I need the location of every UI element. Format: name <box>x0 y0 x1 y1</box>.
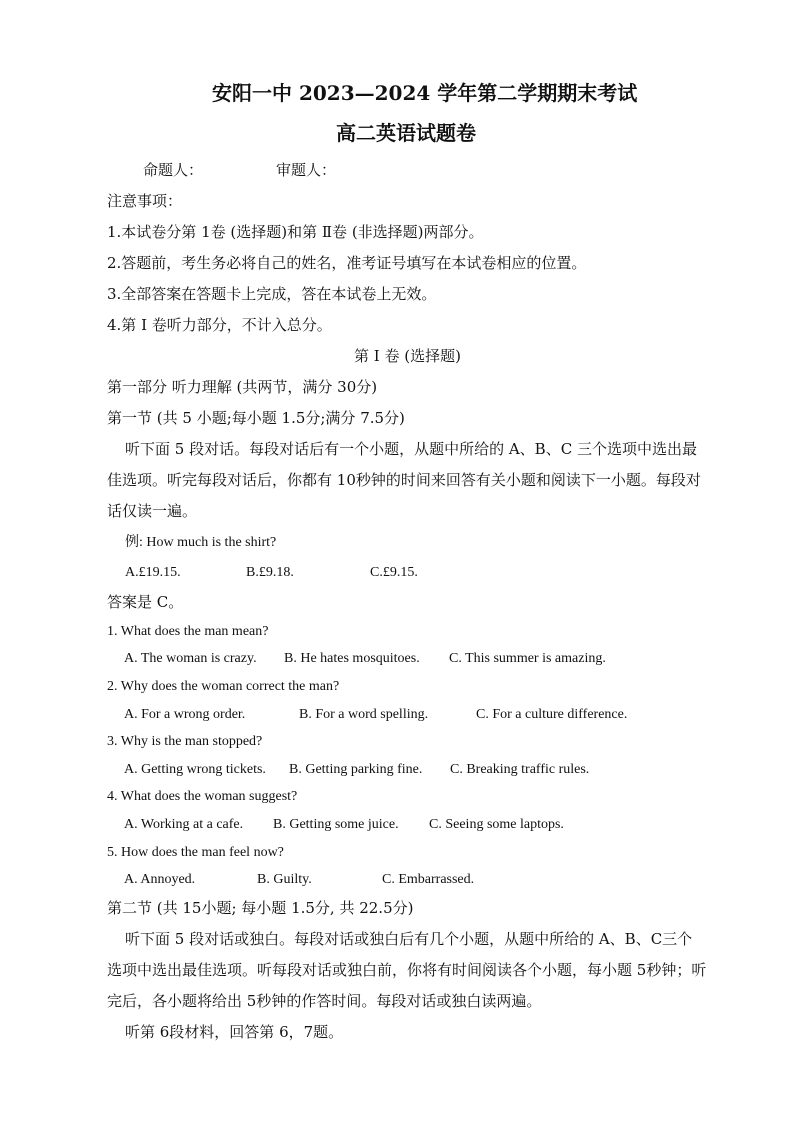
question-text: 3. Why is the man stopped? <box>107 734 263 749</box>
volume-title: 第 Ⅰ 卷 (选择题) <box>354 347 461 365</box>
material-note: 听第 6段材料，回答第 6，7题。 <box>125 1023 344 1041</box>
question-option: B. Guilty. <box>257 872 312 887</box>
note-item: 2.答题前，考生务必将自己的姓名，准考证号填写在本试卷相应的位置。 <box>107 254 587 272</box>
question-option: A. The woman is crazy. <box>124 651 257 666</box>
example-option: A.£19.15. <box>125 565 181 580</box>
question-text: 5. How does the man feel now? <box>107 845 284 860</box>
note-item: 1.本试卷分第 1卷 (选择题)和第 Ⅱ卷 (非选择题)两部分。 <box>107 223 484 241</box>
section2-instructions-line: 选项中选出最佳选项。听每段对话或独白前，你将有时间阅读各个小题，每小题 5秒钟；听 <box>107 961 707 979</box>
reviewer-label: 审题人： <box>276 161 337 179</box>
question-option: C. For a culture difference. <box>476 707 628 722</box>
notes-heading: 注意事项： <box>107 192 183 210</box>
section1-instructions-line: 听下面 5 段对话。每段对话后有一个小题，从题中所给的 A、B、C 三个选项中选出最 <box>125 440 697 458</box>
question-option: C. Seeing some laptops. <box>429 817 564 832</box>
example-answer: 答案是 C。 <box>107 593 184 611</box>
note-item: 4.第 I 卷听力部分，不计入总分。 <box>107 316 332 334</box>
question-text: 2. Why does the woman correct the man? <box>107 679 340 694</box>
question-option: A. Getting wrong tickets. <box>124 762 266 777</box>
example-option: B.£9.18. <box>246 565 294 580</box>
question-text: 4. What does the woman suggest? <box>107 789 298 804</box>
example-question: 例: How much is the shirt? <box>125 535 277 550</box>
section2-instructions-line: 完后，各小题将给出 5秒钟的作答时间。每段对话或独白读两遍。 <box>107 992 542 1010</box>
question-option: B. For a word spelling. <box>299 707 429 722</box>
section2-title: 第二节 (共 15小题; 每小题 1.5分, 共 22.5分) <box>107 899 414 917</box>
question-option: B. He hates mosquitoes. <box>284 651 420 666</box>
question-option: A. Annoyed. <box>124 872 196 887</box>
question-option: A. Working at a cafe. <box>124 817 244 832</box>
question-option: C. Breaking traffic rules. <box>450 762 590 777</box>
example-option: C.£9.15. <box>370 565 418 580</box>
question-option: B. Getting parking fine. <box>289 762 423 777</box>
question-option: C. This summer is amazing. <box>449 651 606 666</box>
exam-subtitle: 高二英语试题卷 <box>336 121 476 145</box>
question-option: C. Embarrassed. <box>382 872 475 887</box>
part1-title: 第一部分 听力理解 (共两节，满分 30分) <box>107 378 378 396</box>
setter-label: 命题人： <box>143 161 204 179</box>
note-item: 3.全部答案在答题卡上完成，答在本试卷上无效。 <box>107 285 437 303</box>
question-option: A. For a wrong order. <box>124 707 246 722</box>
section1-instructions-line: 佳选项。听完每段对话后，你都有 10秒钟的时间来回答有关小题和阅读下一小题。每段对 <box>107 471 701 489</box>
exam-title: 安阳一中 2023—2024 学年第二学期期末考试 <box>212 81 638 105</box>
question-option: B. Getting some juice. <box>273 817 399 832</box>
question-text: 1. What does the man mean? <box>107 624 269 639</box>
section1-title: 第一节 (共 5 小题;每小题 1.5分;满分 7.5分) <box>107 409 405 427</box>
section1-instructions-line: 话仅读一遍。 <box>107 502 198 520</box>
section2-instructions-line: 听下面 5 段对话或独白。每段对话或独白后有几个小题，从题中所给的 A、B、C三个 <box>125 930 693 948</box>
